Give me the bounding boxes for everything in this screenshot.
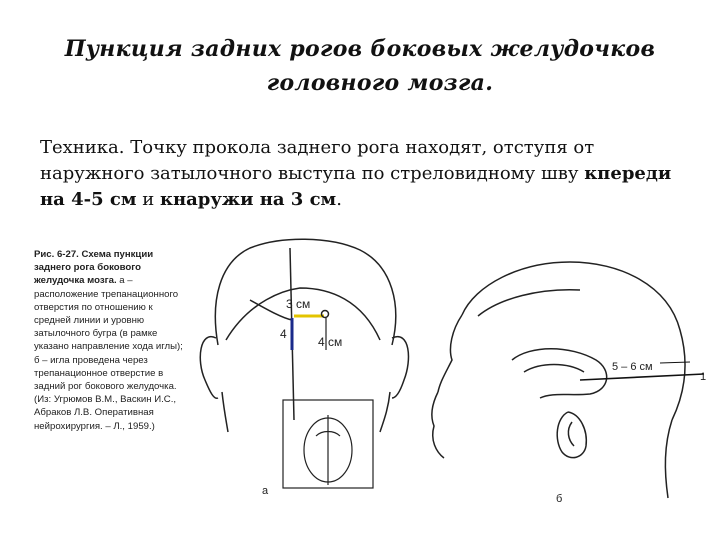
title-line-2: головного мозга. [266, 70, 494, 96]
caption-text: а – расположение трепанационного отверстия по отношению к средней линии и уровню затылочного бугра (в рамке указано направление хода иглы); б – игла проведена через трепанационное отверстие в задний рог бокового желудочка. (Из: Угрюмов В.М., Васкин И.С., Абраков Л.В. Оперативная нейрохирургия. – Л., 1959.) [34, 275, 183, 432]
label-5-6cm: 5 – 6 см [612, 361, 653, 373]
caption-label: Рис. 6-27. Схема пункции заднего рога бокового желудочка мозга. [34, 249, 154, 287]
technique-bold-lateral: кнаружи на 3 см [159, 189, 337, 210]
label-a: а [262, 485, 269, 497]
technique-end: . [336, 189, 342, 210]
needle-direction-inset [283, 400, 373, 488]
head-back-drawing [200, 239, 408, 432]
label-4: 4 [280, 327, 287, 341]
label-3cm: 3 см [286, 297, 311, 311]
head-side-drawing [432, 262, 685, 498]
technique-text: Техника. Точку прокола заднего рога находят, отступя от наружного затылочного выступа по стреловидному шву [40, 137, 595, 184]
label-4cm: 4 см [318, 335, 343, 349]
title-line-1: Пункция задних рогов боковых желудочков [64, 36, 656, 62]
label-1: 1 [700, 371, 707, 383]
technique-bold-forward: кпереди на 4-5 см [40, 163, 672, 210]
technique-conjunction: и [136, 189, 160, 210]
label-b: б [556, 493, 563, 505]
